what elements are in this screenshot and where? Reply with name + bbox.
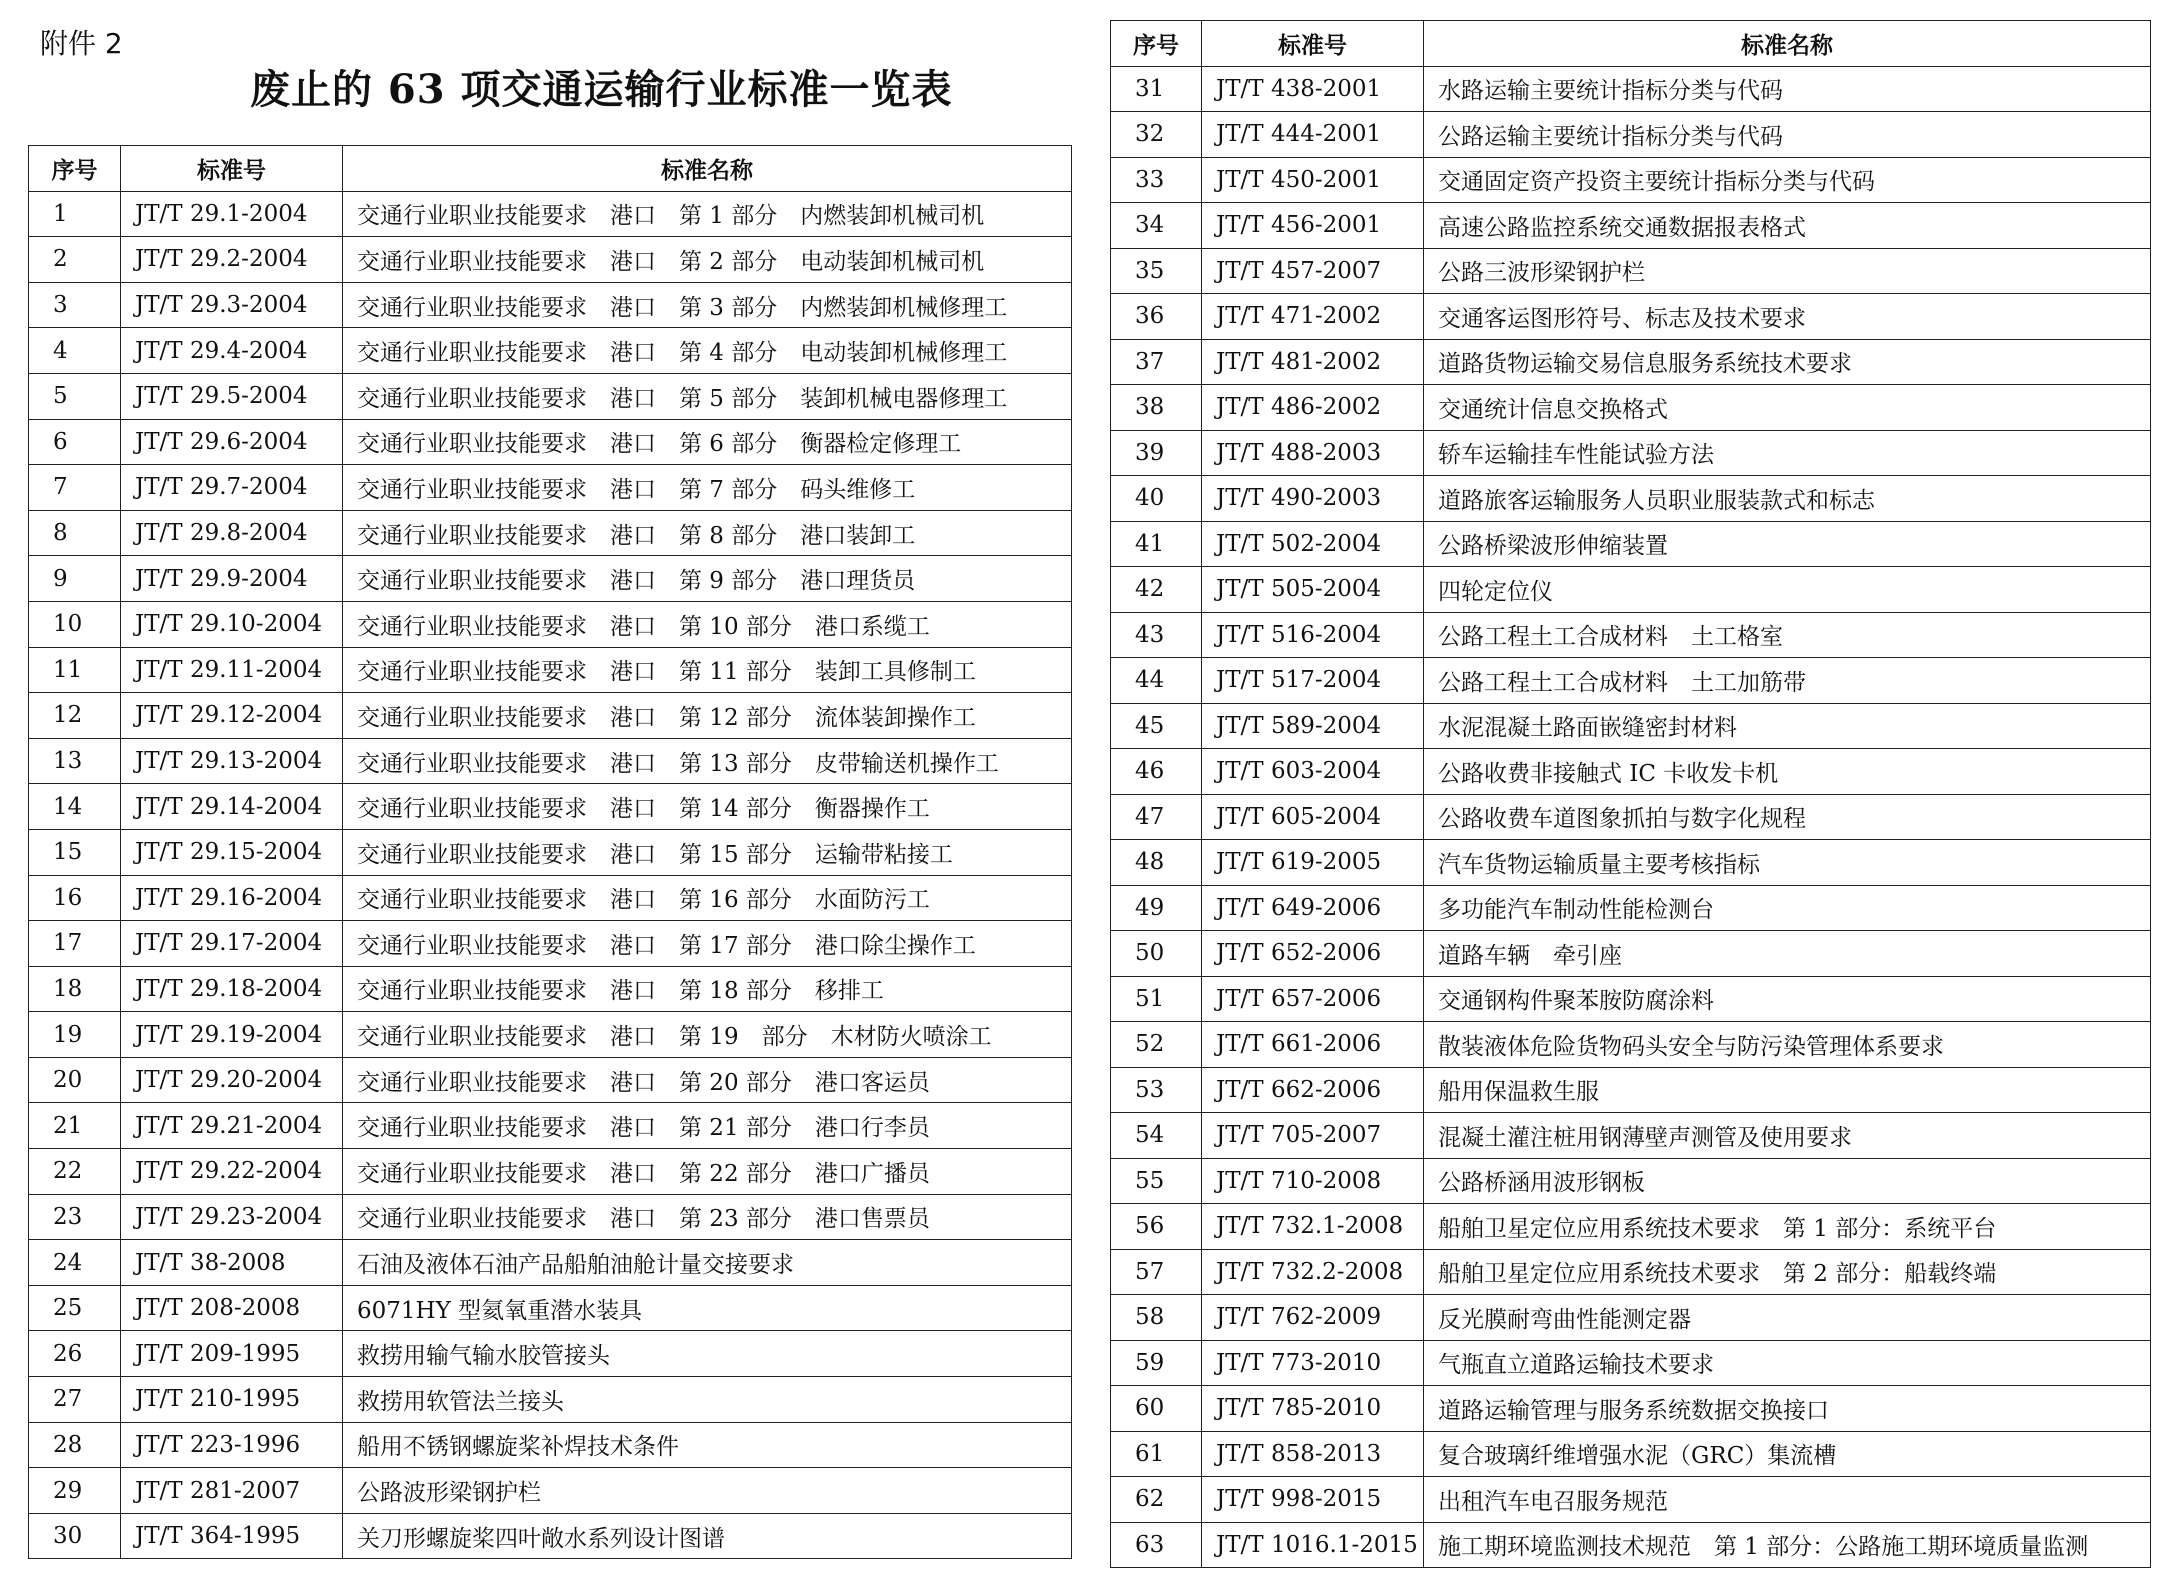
cell-name: 混凝土灌注桩用钢薄壁声测管及使用要求 bbox=[1424, 1113, 2151, 1159]
table-row bbox=[1111, 157, 2151, 203]
table-row bbox=[1111, 385, 2151, 431]
table-row bbox=[29, 647, 1072, 693]
cell-name: 施工期环境监测技术规范 第 1 部分：公路施工期环境质量监测 bbox=[1424, 1522, 2151, 1568]
cell-no: 45 bbox=[1111, 703, 1202, 749]
cell-code: JT/T 444-2001 bbox=[1202, 112, 1424, 158]
cell-no: 60 bbox=[1111, 1386, 1202, 1432]
cell-no: 42 bbox=[1111, 567, 1202, 613]
cell-no: 61 bbox=[1111, 1431, 1202, 1477]
cell-code: JT/T 1016.1-2015 bbox=[1202, 1522, 1424, 1568]
table-row bbox=[1111, 1113, 2151, 1159]
cell-code: JT/T 657-2006 bbox=[1202, 976, 1424, 1022]
cell-code: JT/T 732.2-2008 bbox=[1202, 1249, 1424, 1295]
cell-name: 船舶卫星定位应用系统技术要求 第 1 部分：系统平台 bbox=[1424, 1204, 2151, 1250]
table-row bbox=[1111, 66, 2151, 112]
cell-name: 公路工程土工合成材料 土工加筋带 bbox=[1424, 658, 2151, 704]
cell-name: 关刀形螺旋桨四叶敞水系列设计图谱 bbox=[343, 1513, 1072, 1559]
cell-name: 道路运输管理与服务系统数据交换接口 bbox=[1424, 1386, 2151, 1432]
table-row bbox=[1111, 1431, 2151, 1477]
cell-code: JT/T 438-2001 bbox=[1202, 66, 1424, 112]
cell-name: 船用保温救生服 bbox=[1424, 1067, 2151, 1113]
cell-code: JT/T 29.12-2004 bbox=[121, 693, 343, 739]
table-header-row bbox=[29, 146, 1072, 192]
cell-no: 13 bbox=[29, 738, 121, 784]
cell-no: 32 bbox=[1111, 112, 1202, 158]
table-row bbox=[1111, 248, 2151, 294]
cell-no: 25 bbox=[29, 1285, 121, 1331]
table-row bbox=[29, 510, 1072, 556]
table-row bbox=[1111, 1022, 2151, 1068]
cell-no: 9 bbox=[29, 556, 121, 602]
cell-code: JT/T 490-2003 bbox=[1202, 476, 1424, 522]
cell-no: 46 bbox=[1111, 749, 1202, 795]
cell-no: 4 bbox=[29, 328, 121, 374]
cell-no: 38 bbox=[1111, 385, 1202, 431]
cell-name: 交通行业职业技能要求 港口 第 18 部分 移排工 bbox=[343, 966, 1072, 1012]
cell-no: 33 bbox=[1111, 157, 1202, 203]
table-row bbox=[1111, 1386, 2151, 1432]
cell-name: 道路车辆 牵引座 bbox=[1424, 931, 2151, 977]
cell-no: 5 bbox=[29, 373, 121, 419]
table-row bbox=[1111, 1340, 2151, 1386]
cell-code: JT/T 488-2003 bbox=[1202, 430, 1424, 476]
cell-no: 37 bbox=[1111, 339, 1202, 385]
cell-no: 19 bbox=[29, 1012, 121, 1058]
cell-no: 1 bbox=[29, 191, 121, 237]
cell-name: 交通行业职业技能要求 港口 第 13 部分 皮带输送机操作工 bbox=[343, 738, 1072, 784]
cell-no: 7 bbox=[29, 465, 121, 511]
cell-code: JT/T 785-2010 bbox=[1202, 1386, 1424, 1432]
cell-name: 公路运输主要统计指标分类与代码 bbox=[1424, 112, 2151, 158]
cell-code: JT/T 29.4-2004 bbox=[121, 328, 343, 374]
table-row bbox=[1111, 794, 2151, 840]
cell-code: JT/T 38-2008 bbox=[121, 1240, 343, 1286]
cell-code: JT/T 29.19-2004 bbox=[121, 1012, 343, 1058]
table-row bbox=[29, 875, 1072, 921]
cell-code: JT/T 29.15-2004 bbox=[121, 829, 343, 875]
cell-name: 水泥混凝土路面嵌缝密封材料 bbox=[1424, 703, 2151, 749]
cell-name: 轿车运输挂车性能试验方法 bbox=[1424, 430, 2151, 476]
cell-code: JT/T 29.13-2004 bbox=[121, 738, 343, 784]
cell-no: 40 bbox=[1111, 476, 1202, 522]
table-row bbox=[29, 237, 1072, 283]
cell-no: 28 bbox=[29, 1422, 121, 1468]
table-row bbox=[1111, 976, 2151, 1022]
table-row bbox=[29, 693, 1072, 739]
cell-name: 公路波形梁钢护栏 bbox=[343, 1468, 1072, 1514]
cell-name: 公路三波形梁钢护栏 bbox=[1424, 248, 2151, 294]
cell-name: 反光膜耐弯曲性能测定器 bbox=[1424, 1295, 2151, 1341]
cell-code: JT/T 223-1996 bbox=[121, 1422, 343, 1468]
cell-no: 43 bbox=[1111, 612, 1202, 658]
table-row bbox=[1111, 1204, 2151, 1250]
cell-code: JT/T 502-2004 bbox=[1202, 521, 1424, 567]
cell-name: 交通行业职业技能要求 港口 第 17 部分 港口除尘操作工 bbox=[343, 921, 1072, 967]
table-row bbox=[1111, 1158, 2151, 1204]
cell-no: 27 bbox=[29, 1377, 121, 1423]
table-body-right bbox=[1111, 66, 2151, 1568]
column-header-no: 序号 bbox=[29, 146, 121, 192]
cell-no: 54 bbox=[1111, 1113, 1202, 1159]
table-row bbox=[29, 1012, 1072, 1058]
table-row bbox=[29, 1422, 1072, 1468]
cell-code: JT/T 29.16-2004 bbox=[121, 875, 343, 921]
cell-name: 6071HY 型氦氧重潜水装具 bbox=[343, 1285, 1072, 1331]
table-row bbox=[29, 1057, 1072, 1103]
cell-no: 39 bbox=[1111, 430, 1202, 476]
cell-no: 29 bbox=[29, 1468, 121, 1514]
cell-name: 气瓶直立道路运输技术要求 bbox=[1424, 1340, 2151, 1386]
cell-name: 交通行业职业技能要求 港口 第 2 部分 电动装卸机械司机 bbox=[343, 237, 1072, 283]
cell-code: JT/T 773-2010 bbox=[1202, 1340, 1424, 1386]
cell-name: 水路运输主要统计指标分类与代码 bbox=[1424, 66, 2151, 112]
cell-no: 6 bbox=[29, 419, 121, 465]
table-row bbox=[29, 1377, 1072, 1423]
cell-no: 44 bbox=[1111, 658, 1202, 704]
cell-code: JT/T 732.1-2008 bbox=[1202, 1204, 1424, 1250]
cell-no: 3 bbox=[29, 282, 121, 328]
table-row bbox=[29, 419, 1072, 465]
cell-name: 交通统计信息交换格式 bbox=[1424, 385, 2151, 431]
cell-code: JT/T 603-2004 bbox=[1202, 749, 1424, 795]
attachment-label: 附件 2 bbox=[40, 27, 123, 60]
table-row bbox=[29, 1468, 1072, 1514]
cell-no: 24 bbox=[29, 1240, 121, 1286]
cell-code: JT/T 705-2007 bbox=[1202, 1113, 1424, 1159]
cell-name: 道路旅客运输服务人员职业服装款式和标志 bbox=[1424, 476, 2151, 522]
cell-code: JT/T 605-2004 bbox=[1202, 794, 1424, 840]
cell-code: JT/T 661-2006 bbox=[1202, 1022, 1424, 1068]
cell-name: 公路收费车道图象抓拍与数字化规程 bbox=[1424, 794, 2151, 840]
cell-no: 47 bbox=[1111, 794, 1202, 840]
cell-name: 交通行业职业技能要求 港口 第 3 部分 内燃装卸机械修理工 bbox=[343, 282, 1072, 328]
cell-code: JT/T 29.1-2004 bbox=[121, 191, 343, 237]
table-row bbox=[1111, 521, 2151, 567]
table-row bbox=[29, 1513, 1072, 1559]
cell-code: JT/T 208-2008 bbox=[121, 1285, 343, 1331]
cell-name: 船用不锈钢螺旋桨补焊技术条件 bbox=[343, 1422, 1072, 1468]
table-row bbox=[1111, 1295, 2151, 1341]
table-row bbox=[1111, 203, 2151, 249]
standards-table-left bbox=[28, 145, 1072, 1559]
cell-code: JT/T 662-2006 bbox=[1202, 1067, 1424, 1113]
table-row bbox=[29, 829, 1072, 875]
table-row bbox=[1111, 1249, 2151, 1295]
cell-no: 22 bbox=[29, 1149, 121, 1195]
cell-name: 交通行业职业技能要求 港口 第 15 部分 运输带粘接工 bbox=[343, 829, 1072, 875]
cell-code: JT/T 29.18-2004 bbox=[121, 966, 343, 1012]
cell-no: 15 bbox=[29, 829, 121, 875]
table-header-row bbox=[1111, 21, 2151, 67]
cell-no: 11 bbox=[29, 647, 121, 693]
cell-no: 8 bbox=[29, 510, 121, 556]
cell-name: 交通行业职业技能要求 港口 第 5 部分 装卸机械电器修理工 bbox=[343, 373, 1072, 419]
cell-no: 57 bbox=[1111, 1249, 1202, 1295]
cell-no: 48 bbox=[1111, 840, 1202, 886]
cell-name: 汽车货物运输质量主要考核指标 bbox=[1424, 840, 2151, 886]
cell-no: 52 bbox=[1111, 1022, 1202, 1068]
cell-no: 10 bbox=[29, 601, 121, 647]
cell-no: 62 bbox=[1111, 1477, 1202, 1523]
table-row bbox=[29, 328, 1072, 374]
cell-no: 35 bbox=[1111, 248, 1202, 294]
table-row bbox=[29, 921, 1072, 967]
cell-no: 21 bbox=[29, 1103, 121, 1149]
column-header-code: 标准号 bbox=[121, 146, 343, 192]
cell-code: JT/T 505-2004 bbox=[1202, 567, 1424, 613]
cell-no: 12 bbox=[29, 693, 121, 739]
cell-no: 56 bbox=[1111, 1204, 1202, 1250]
table-row bbox=[29, 966, 1072, 1012]
table-row bbox=[1111, 1477, 2151, 1523]
cell-no: 34 bbox=[1111, 203, 1202, 249]
cell-name: 交通钢构件聚苯胺防腐涂料 bbox=[1424, 976, 2151, 1022]
cell-code: JT/T 29.11-2004 bbox=[121, 647, 343, 693]
table-row bbox=[29, 1285, 1072, 1331]
cell-code: JT/T 210-1995 bbox=[121, 1377, 343, 1423]
cell-no: 30 bbox=[29, 1513, 121, 1559]
cell-name: 高速公路监控系统交通数据报表格式 bbox=[1424, 203, 2151, 249]
cell-no: 36 bbox=[1111, 294, 1202, 340]
cell-code: JT/T 652-2006 bbox=[1202, 931, 1424, 977]
cell-code: JT/T 364-1995 bbox=[121, 1513, 343, 1559]
table-row bbox=[29, 1194, 1072, 1240]
cell-no: 14 bbox=[29, 784, 121, 830]
cell-no: 50 bbox=[1111, 931, 1202, 977]
cell-code: JT/T 29.14-2004 bbox=[121, 784, 343, 830]
cell-name: 公路工程土工合成材料 土工格室 bbox=[1424, 612, 2151, 658]
cell-name: 道路货物运输交易信息服务系统技术要求 bbox=[1424, 339, 2151, 385]
cell-code: JT/T 762-2009 bbox=[1202, 1295, 1424, 1341]
table-row bbox=[1111, 339, 2151, 385]
cell-code: JT/T 281-2007 bbox=[121, 1468, 343, 1514]
cell-name: 多功能汽车制动性能检测台 bbox=[1424, 885, 2151, 931]
table-row bbox=[29, 1331, 1072, 1377]
table-row bbox=[29, 191, 1072, 237]
cell-no: 2 bbox=[29, 237, 121, 283]
cell-name: 石油及液体石油产品船舶油舱计量交接要求 bbox=[343, 1240, 1072, 1286]
cell-code: JT/T 481-2002 bbox=[1202, 339, 1424, 385]
cell-no: 18 bbox=[29, 966, 121, 1012]
table-row bbox=[1111, 703, 2151, 749]
cell-code: JT/T 29.3-2004 bbox=[121, 282, 343, 328]
cell-name: 交通行业职业技能要求 港口 第 23 部分 港口售票员 bbox=[343, 1194, 1072, 1240]
table-row bbox=[29, 1103, 1072, 1149]
column-header-no: 序号 bbox=[1111, 21, 1202, 67]
cell-name: 交通行业职业技能要求 港口 第 19 部分 木材防火喷涂工 bbox=[343, 1012, 1072, 1058]
table-row bbox=[29, 373, 1072, 419]
table-row bbox=[1111, 1522, 2151, 1568]
table-row bbox=[29, 465, 1072, 511]
table-row bbox=[1111, 885, 2151, 931]
cell-code: JT/T 471-2002 bbox=[1202, 294, 1424, 340]
cell-name: 出租汽车电召服务规范 bbox=[1424, 1477, 2151, 1523]
table-row bbox=[29, 282, 1072, 328]
table-row bbox=[1111, 658, 2151, 704]
cell-code: JT/T 517-2004 bbox=[1202, 658, 1424, 704]
cell-name: 散装液体危险货物码头安全与防污染管理体系要求 bbox=[1424, 1022, 2151, 1068]
cell-name: 交通行业职业技能要求 港口 第 14 部分 衡器操作工 bbox=[343, 784, 1072, 830]
cell-code: JT/T 29.7-2004 bbox=[121, 465, 343, 511]
table-row bbox=[1111, 749, 2151, 795]
cell-name: 交通行业职业技能要求 港口 第 9 部分 港口理货员 bbox=[343, 556, 1072, 602]
table-row bbox=[1111, 840, 2151, 886]
cell-name: 交通行业职业技能要求 港口 第 12 部分 流体装卸操作工 bbox=[343, 693, 1072, 739]
cell-name: 交通行业职业技能要求 港口 第 21 部分 港口行李员 bbox=[343, 1103, 1072, 1149]
table-row bbox=[29, 738, 1072, 784]
cell-code: JT/T 29.8-2004 bbox=[121, 510, 343, 556]
cell-code: JT/T 29.22-2004 bbox=[121, 1149, 343, 1195]
cell-code: JT/T 589-2004 bbox=[1202, 703, 1424, 749]
cell-no: 17 bbox=[29, 921, 121, 967]
table-row bbox=[1111, 476, 2151, 522]
cell-no: 23 bbox=[29, 1194, 121, 1240]
cell-name: 交通行业职业技能要求 港口 第 20 部分 港口客运员 bbox=[343, 1057, 1072, 1103]
cell-code: JT/T 457-2007 bbox=[1202, 248, 1424, 294]
cell-name: 交通固定资产投资主要统计指标分类与代码 bbox=[1424, 157, 2151, 203]
cell-no: 59 bbox=[1111, 1340, 1202, 1386]
cell-code: JT/T 29.17-2004 bbox=[121, 921, 343, 967]
cell-code: JT/T 649-2006 bbox=[1202, 885, 1424, 931]
cell-no: 51 bbox=[1111, 976, 1202, 1022]
cell-code: JT/T 710-2008 bbox=[1202, 1158, 1424, 1204]
column-header-name: 标准名称 bbox=[343, 146, 1072, 192]
cell-name: 救捞用输气输水胶管接头 bbox=[343, 1331, 1072, 1377]
standards-table-right bbox=[1110, 20, 2151, 1568]
cell-code: JT/T 29.6-2004 bbox=[121, 419, 343, 465]
cell-name: 交通行业职业技能要求 港口 第 10 部分 港口系缆工 bbox=[343, 601, 1072, 647]
table-row bbox=[29, 601, 1072, 647]
table-row bbox=[1111, 612, 2151, 658]
cell-name: 交通行业职业技能要求 港口 第 7 部分 码头维修工 bbox=[343, 465, 1072, 511]
column-header-code: 标准号 bbox=[1202, 21, 1424, 67]
cell-name: 复合玻璃纤维增强水泥（GRC）集流槽 bbox=[1424, 1431, 2151, 1477]
cell-no: 16 bbox=[29, 875, 121, 921]
cell-code: JT/T 450-2001 bbox=[1202, 157, 1424, 203]
cell-code: JT/T 998-2015 bbox=[1202, 1477, 1424, 1523]
table-row bbox=[1111, 430, 2151, 476]
cell-no: 26 bbox=[29, 1331, 121, 1377]
cell-code: JT/T 29.2-2004 bbox=[121, 237, 343, 283]
cell-name: 交通行业职业技能要求 港口 第 8 部分 港口装卸工 bbox=[343, 510, 1072, 556]
cell-code: JT/T 29.21-2004 bbox=[121, 1103, 343, 1149]
column-header-name: 标准名称 bbox=[1424, 21, 2151, 67]
cell-name: 公路桥涵用波形钢板 bbox=[1424, 1158, 2151, 1204]
cell-no: 41 bbox=[1111, 521, 1202, 567]
cell-name: 公路桥梁波形伸缩装置 bbox=[1424, 521, 2151, 567]
cell-name: 四轮定位仪 bbox=[1424, 567, 2151, 613]
cell-code: JT/T 29.23-2004 bbox=[121, 1194, 343, 1240]
table-row bbox=[1111, 1067, 2151, 1113]
table-row bbox=[1111, 294, 2151, 340]
cell-name: 公路收费非接触式 IC 卡收发卡机 bbox=[1424, 749, 2151, 795]
cell-code: JT/T 486-2002 bbox=[1202, 385, 1424, 431]
cell-code: JT/T 29.20-2004 bbox=[121, 1057, 343, 1103]
table-body-left bbox=[29, 191, 1072, 1559]
table-row bbox=[29, 556, 1072, 602]
cell-code: JT/T 29.10-2004 bbox=[121, 601, 343, 647]
cell-code: JT/T 29.9-2004 bbox=[121, 556, 343, 602]
cell-no: 20 bbox=[29, 1057, 121, 1103]
table-row bbox=[29, 784, 1072, 830]
cell-no: 58 bbox=[1111, 1295, 1202, 1341]
cell-no: 31 bbox=[1111, 66, 1202, 112]
cell-name: 交通行业职业技能要求 港口 第 1 部分 内燃装卸机械司机 bbox=[343, 191, 1072, 237]
cell-name: 救捞用软管法兰接头 bbox=[343, 1377, 1072, 1423]
cell-no: 49 bbox=[1111, 885, 1202, 931]
cell-no: 53 bbox=[1111, 1067, 1202, 1113]
cell-code: JT/T 209-1995 bbox=[121, 1331, 343, 1377]
cell-name: 交通行业职业技能要求 港口 第 4 部分 电动装卸机械修理工 bbox=[343, 328, 1072, 374]
table-row bbox=[29, 1149, 1072, 1195]
cell-name: 船舶卫星定位应用系统技术要求 第 2 部分：船载终端 bbox=[1424, 1249, 2151, 1295]
cell-no: 63 bbox=[1111, 1522, 1202, 1568]
cell-code: JT/T 29.5-2004 bbox=[121, 373, 343, 419]
cell-code: JT/T 456-2001 bbox=[1202, 203, 1424, 249]
table-row bbox=[1111, 112, 2151, 158]
cell-no: 55 bbox=[1111, 1158, 1202, 1204]
table-row bbox=[29, 1240, 1072, 1286]
cell-code: JT/T 619-2005 bbox=[1202, 840, 1424, 886]
cell-name: 交通行业职业技能要求 港口 第 16 部分 水面防污工 bbox=[343, 875, 1072, 921]
cell-code: JT/T 516-2004 bbox=[1202, 612, 1424, 658]
cell-name: 交通客运图形符号、标志及技术要求 bbox=[1424, 294, 2151, 340]
table-row bbox=[1111, 567, 2151, 613]
cell-name: 交通行业职业技能要求 港口 第 6 部分 衡器检定修理工 bbox=[343, 419, 1072, 465]
cell-name: 交通行业职业技能要求 港口 第 11 部分 装卸工具修制工 bbox=[343, 647, 1072, 693]
cell-code: JT/T 858-2013 bbox=[1202, 1431, 1424, 1477]
table-row bbox=[1111, 931, 2151, 977]
cell-name: 交通行业职业技能要求 港口 第 22 部分 港口广播员 bbox=[343, 1149, 1072, 1195]
document-title: 废止的 63 项交通运输行业标准一览表 bbox=[250, 66, 953, 113]
